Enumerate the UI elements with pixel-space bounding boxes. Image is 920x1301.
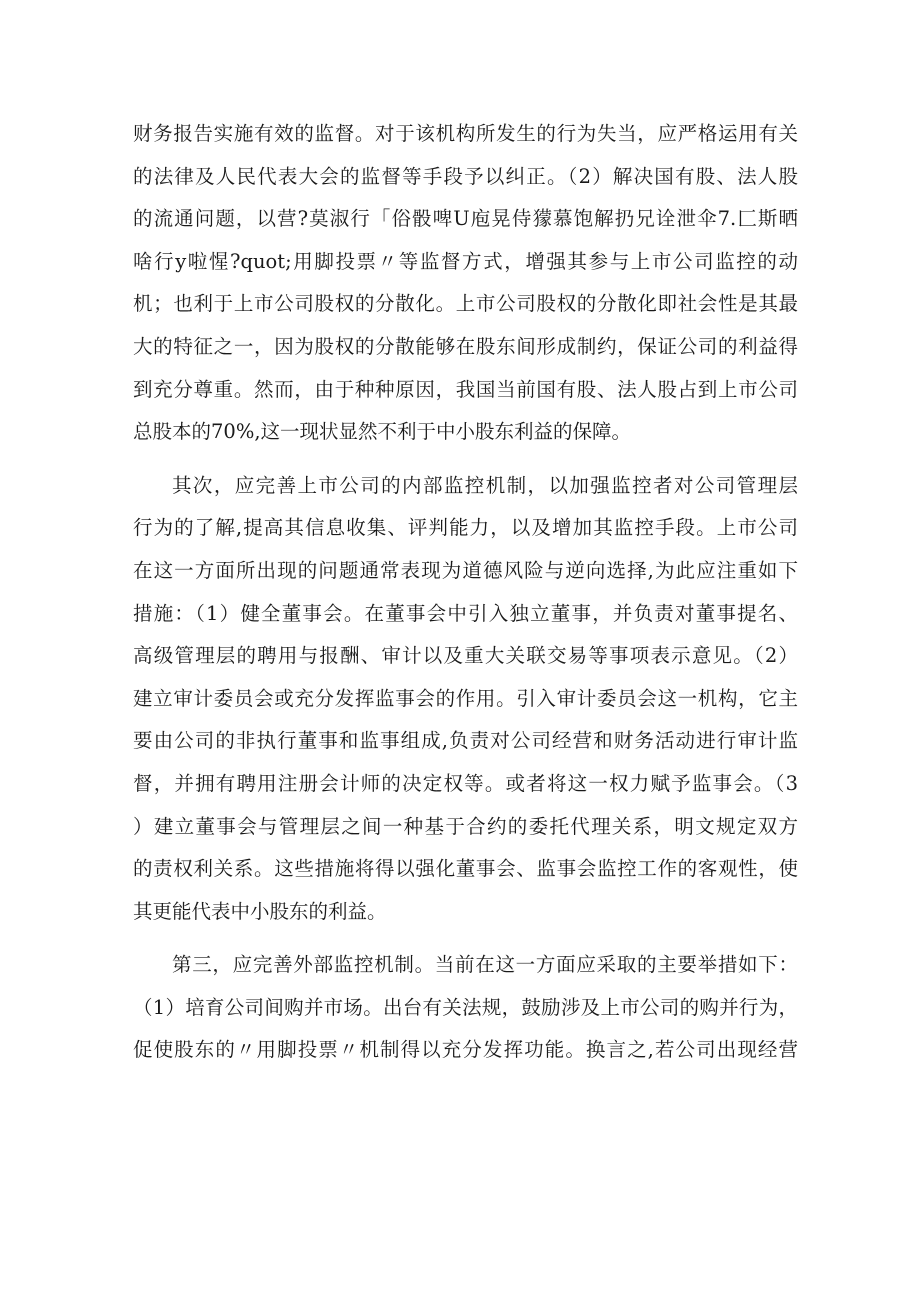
text-line: 其次，应完善上市公司的内部监控机制，以加强监控者对公司管理层 (172, 473, 798, 497)
text-line: 督，并拥有聘用注册会计师的决定权等。或者将这一权力赋予监事会。（3 (133, 771, 798, 795)
text-line: 总股本的70%,这一现状显然不利于中小股东利益的保障。 (133, 420, 632, 444)
paragraph-3 (133, 944, 798, 1072)
text-line: 第三，应完善外部监控机制。当前在这一方面应采取的主要举措如下： (172, 953, 798, 977)
paragraph-1 (133, 113, 798, 454)
paragraph-2 (133, 465, 798, 934)
text-line: ）建立董事会与管理层之间一种基于合约的委托代理关系，明文规定双方 (133, 814, 798, 838)
text-line: 行为的了解,提高其信息收集、评判能力，以及增加其监控手段。上市公司 (133, 516, 798, 540)
text-line: （1）培育公司间购并市场。出台有关法规，鼓励涉及上市公司的购并行为， (133, 995, 798, 1019)
text-line: 在这一方面所出现的问题通常表现为道德风险与逆向选择,为此应注重如下 (133, 558, 798, 582)
text-line: 大的特征之一，因为股权的分散能够在股东间形成制约，保证公司的利益得 (133, 334, 798, 358)
text-line: 财务报告实施有效的监督。对于该机构所发生的行为失当，应严格运用有关 (133, 122, 798, 145)
text-line: 的责权利关系。这些措施将得以强化董事会、监事会监控工作的客观性，使 (133, 857, 798, 881)
text-line: 促使股东的〃用脚投票〃机制得以充分发挥功能。换言之,若公司出现经营 (133, 1038, 798, 1062)
document-body (133, 113, 798, 1072)
text-line: 啥行y啦惺?quot;用脚投票〃等监督方式，增强其参与上市公司监控的动 (133, 249, 798, 273)
text-line: 其更能代表中小股东的利益。 (133, 899, 387, 923)
paragraph-spacing (133, 933, 798, 944)
paragraph-spacing (133, 454, 798, 465)
text-line: 建立审计委员会或充分发挥监事会的作用。引入审计委员会这一机构，它主 (133, 686, 798, 710)
text-line: 的法律及人民代表大会的监督等手段予以纠正。（2）解决国有股、法人股 (133, 164, 798, 188)
text-line: 要由公司的非执行董事和监事组成,负责对公司经营和财务活动进行审计监 (133, 729, 798, 753)
text-line: 高级管理层的聘用与报酬、审计以及重大关联交易等事项表示意见。（2） (133, 644, 798, 668)
text-line: 到充分尊重。然而，由于种种原因，我国当前国有股、法人股占到上市公司 (133, 377, 798, 401)
text-line: 措施：（1）健全董事会。在董事会中引入独立董事，并负责对董事提名、 (133, 601, 798, 625)
text-line: 机；也利于上市公司股权的分散化。上市公司股权的分散化即社会性是其最 (133, 292, 798, 316)
text-line: 的流通问题，以营?莫淑行「俗骰啤U庖晃侍獴慕饱解扔兄诠泄伞7.匚斯晒 (133, 207, 798, 231)
